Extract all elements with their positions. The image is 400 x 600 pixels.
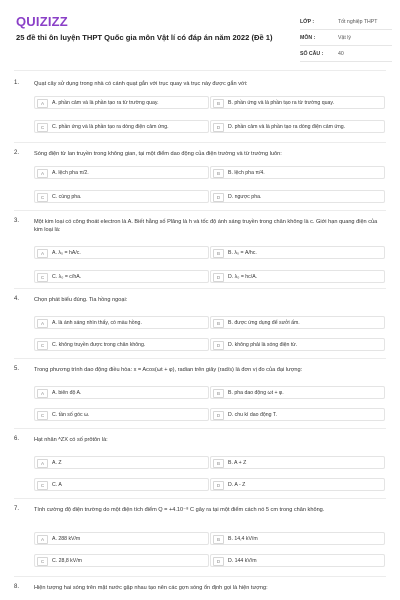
option-text: B. 14,4 kV/m [228,536,258,542]
option-letter: C [37,123,48,132]
meta-value: Vật lý [338,34,351,41]
option-letter: A [37,319,48,328]
option-letter: C [37,411,48,420]
option-text: A. lệch pha π/2. [52,170,89,176]
option-letter: A [37,535,48,544]
question-text: Hạt nhân ᴬZX có số prôtôn là: [34,437,108,443]
quizizz-logo: QUIZIZZ [16,14,68,29]
option-text: D. không phải là sóng điện từ. [228,342,298,348]
divider [14,142,386,143]
option-d[interactable] [210,338,385,351]
option-d[interactable] [210,190,385,203]
option-text: B. pha dao động ωt + φ. [228,390,284,396]
page-title: 25 đề thi ôn luyện THPT Quốc gia môn Vật lí có đáp án năm 2022 (Đề 1) [16,33,273,42]
option-letter: B [213,169,224,178]
option-letter: A [37,99,48,108]
meta-row-subject [300,30,392,46]
option-text: A. Z [52,460,62,466]
option-text: A. biên độ A. [52,390,82,396]
option-d[interactable] [210,120,385,133]
question-number: 5. [14,366,20,372]
worksheet-header [0,0,400,66]
meta-key: SỐ CÂU : [300,50,324,57]
divider [14,70,386,71]
option-b[interactable] [210,166,385,179]
option-letter: A [37,249,48,258]
option-text: D. chu kì dao động T. [228,412,277,418]
option-c[interactable] [34,270,209,283]
option-a[interactable] [34,246,209,259]
option-d[interactable] [210,270,385,283]
divider [14,428,386,429]
option-letter: D [213,557,224,566]
question-text: Trong phương trình dao động điều hòa: x = Acos(ωt + φ), radian trên giây (rad/s) là đơn vị đo của đại lượng: [34,367,303,373]
meta-value: Tốt nghiệp THPT [338,18,378,25]
question-number: 6. [14,436,20,442]
option-text: C. cùng pha. [52,194,82,200]
option-a[interactable] [34,166,209,179]
option-letter: C [37,481,48,490]
option-letter: B [213,389,224,398]
option-text: B. phần ứng và là phần tạo ra từ trường quay. [228,100,335,106]
option-letter: C [37,557,48,566]
option-text: D. phần cảm và là phần tạo ra dòng điện cảm ứng. [228,124,346,130]
divider [14,210,386,211]
option-text: B. lệch pha π/4. [228,170,265,176]
option-c[interactable] [34,478,209,491]
option-letter: A [37,389,48,398]
question-text: Chọn phát biểu đúng. Tia hồng ngoại: [34,297,128,303]
option-letter: D [213,341,224,350]
question-number: 8. [14,584,20,590]
question-text: Tính cường độ điện trường do một điện tích điểm Q = +4.10⁻⁸ C gây ra tại một điểm cách nó 5 cm trong chân không. [34,507,325,513]
question-text: Hiện tượng hai sóng trên mặt nước gặp nhau tạo nên các gợn sóng ổn định gọi là hiện tượng: [34,585,268,591]
question-number: 1. [14,80,20,86]
option-letter: C [37,193,48,202]
option-a[interactable] [34,456,209,469]
question-text: Quạt cây sử dụng trong nhà có cánh quạt gắn với trục quay và trục này được gắn với: [34,81,248,87]
divider [14,498,386,499]
option-text: B. λ₀ = A/hc. [228,250,257,256]
option-letter: C [37,341,48,350]
option-letter: B [213,319,224,328]
meta-table [300,14,392,62]
divider [14,358,386,359]
option-c[interactable] [34,338,209,351]
option-letter: D [213,123,224,132]
option-letter: D [213,193,224,202]
option-letter: A [37,169,48,178]
option-text: A. là ánh sáng nhìn thấy, có màu hồng. [52,320,142,326]
question-number: 3. [14,218,20,224]
option-text: C. phần ứng và là phần tạo ra dòng điện cảm ứng. [52,124,169,130]
option-text: C. λ₀ = c/hA. [52,274,82,280]
question-text: Một kim loại có công thoát electron là A. Biết hằng số Plăng là h và tốc độ ánh sáng truyền trong chân không là c. Giới hạn quang điện của kim loại là: [34,219,378,233]
option-b[interactable] [210,316,385,329]
option-text: A. λ₀ = hA/c. [52,250,81,256]
meta-value: 40 [338,50,344,57]
option-letter: D [213,273,224,282]
divider [14,288,386,289]
divider [14,576,386,577]
option-b[interactable] [210,532,385,545]
option-text: A. 288 kV/m [52,536,81,542]
option-b[interactable] [210,386,385,399]
meta-row-count [300,46,392,62]
option-text: C. 28,8 kV/m [52,558,82,564]
option-a[interactable] [34,96,209,109]
option-text: A. phần cảm và là phần tạo ra từ trường quay. [52,100,159,106]
option-d[interactable] [210,554,385,567]
option-letter: D [213,481,224,490]
option-b[interactable] [210,96,385,109]
option-text: D. ngược pha. [228,194,262,200]
option-text: D. A - Z [228,482,246,488]
option-letter: A [37,459,48,468]
meta-key: LỚP : [300,18,315,25]
option-c[interactable] [34,120,209,133]
option-c[interactable] [34,408,209,421]
meta-row-class [300,14,392,30]
option-text: B. được ứng dụng để sưởi ấm. [228,320,300,326]
question-number: 2. [14,150,20,156]
option-letter: B [213,99,224,108]
option-text: C. A [52,482,62,488]
meta-key: MÔN : [300,34,316,41]
option-a[interactable] [34,532,209,545]
option-b[interactable] [210,456,385,469]
option-text: C. tần số góc ω. [52,412,90,418]
option-letter: B [213,249,224,258]
question-number: 7. [14,506,20,512]
option-d[interactable] [210,478,385,491]
option-a[interactable] [34,386,209,399]
option-c[interactable] [34,190,209,203]
option-letter: D [213,411,224,420]
option-b[interactable] [210,246,385,259]
question-number: 4. [14,296,20,302]
option-text: C. không truyền được trong chân không. [52,342,146,348]
option-letter: C [37,273,48,282]
option-c[interactable] [34,554,209,567]
option-text: D. λ₀ = hc/A. [228,274,258,280]
option-d[interactable] [210,408,385,421]
question-text: Sóng điện từ lan truyền trong không gian, tại một điểm dao động của điện trường và từ trường luôn: [34,151,282,157]
option-letter: B [213,535,224,544]
option-letter: B [213,459,224,468]
option-text: D. 144 kV/m [228,558,257,564]
option-text: B. A + Z [228,460,247,466]
option-a[interactable] [34,316,209,329]
